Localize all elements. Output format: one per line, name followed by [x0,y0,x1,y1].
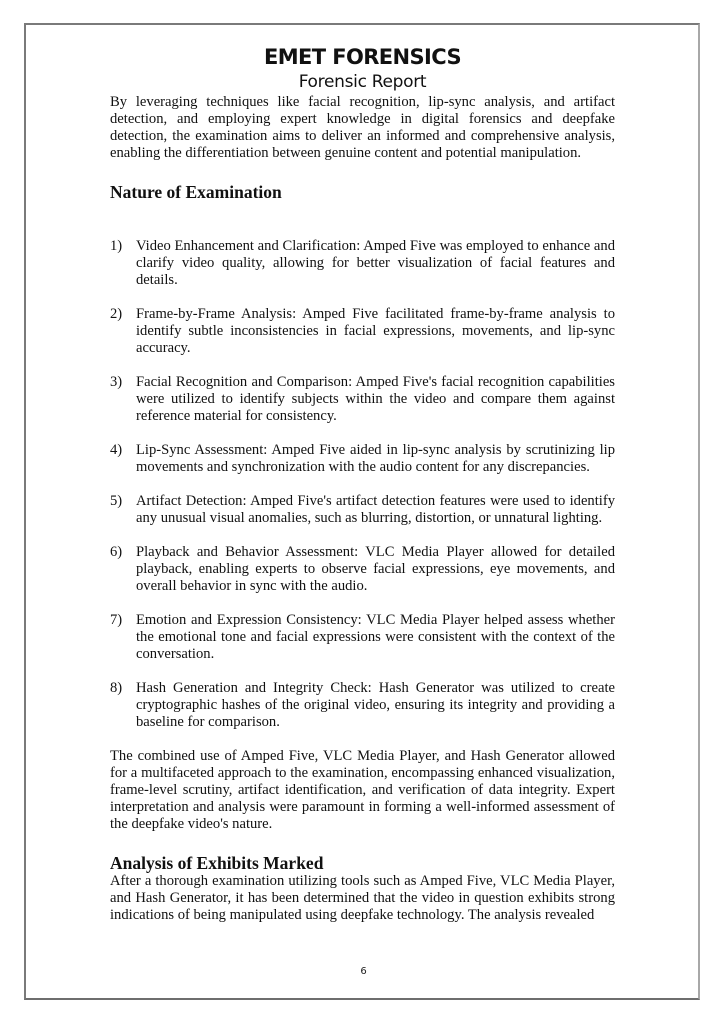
intro-paragraph: By leveraging techniques like facial recognition, lip-sync analysis, and artifact detection, and employing expert knowledge in digital forensics and deepfake detection, the examination aims to deliver an informed and comprehensive analysis, enabling the differentiation between genuine content and potential manipulation. [110,94,615,161]
examination-list [110,238,615,731]
list-item-number: 5) [110,493,123,509]
list-item-number: 6) [110,544,123,560]
list-item-text: Frame-by-Frame Analysis: Amped Five facilitated frame-by-frame analysis to identify subtle inconsistencies in facial expressions, movements, and lip-sync accuracy. [136,306,615,356]
document-subtitle: Forensic Report [298,72,427,92]
list-item-text: Hash Generation and Integrity Check: Hash Generator was utilized to create cryptographic hashes of the original video, ensuring its integrity and providing a baseline for comparison. [136,680,615,730]
list-item [110,306,615,357]
list-item [110,612,615,663]
list-item-text: Artifact Detection: Amped Five's artifact detection features were used to identify any unusual visual anomalies, such as blurring, distortion, or unnatural lighting. [136,493,615,526]
section-heading-nature-of-examination: Nature of Examination [110,182,282,202]
list-item-number: 1) [110,238,123,254]
list-item [110,442,615,476]
section-heading-analysis-of-exhibits: Analysis of Exhibits Marked [110,853,324,873]
list-item [110,544,615,595]
list-item-number: 7) [110,612,123,628]
list-item-number: 8) [110,680,123,696]
examination-summary-paragraph: The combined use of Amped Five, VLC Media Player, and Hash Generator allowed for a multifaceted approach to the examination, encompassing enhanced visualization, frame-level scrutiny, artifact identification, and verification of data integrity. Expert interpretation and analysis were paramount in forming a well-informed assessment of the deepfake video's nature. [110,748,615,832]
page-number: 6 [360,966,367,977]
list-item [110,238,615,289]
list-item-text: Facial Recognition and Comparison: Amped Five's facial recognition capabilities were utilized to identify subjects within the video and compare them against reference material for consistency. [136,374,615,424]
list-item-text: Playback and Behavior Assessment: VLC Media Player allowed for detailed playback, enabling experts to observe facial expressions, eye movements, and overall behavior in sync with the audio. [136,544,615,594]
list-item-number: 3) [110,374,123,390]
list-item [110,680,615,731]
list-item [110,493,615,527]
analysis-paragraph: After a thorough examination utilizing tools such as Amped Five, VLC Media Player, and Hash Generator, it has been determined that the video in question exhibits strong indications of being manipulated using deepfake technology. The analysis revealed [110,873,615,923]
list-item-number: 2) [110,306,123,322]
list-item-text: Video Enhancement and Clarification: Amped Five was employed to enhance and clarify video quality, allowing for better visualization of facial features and details. [136,238,615,288]
list-item-number: 4) [110,442,123,458]
list-item [110,374,615,425]
document-content [110,44,615,924]
list-item-text: Emotion and Expression Consistency: VLC Media Player helped assess whether the emotional tone and facial expressions were consistent with the context of the conversation. [136,612,615,662]
list-item-text: Lip-Sync Assessment: Amped Five aided in lip-sync analysis by scrutinizing lip movements and synchronization with the audio content for any discrepancies. [136,442,615,475]
document-title: EMET FORENSICS [264,45,461,69]
